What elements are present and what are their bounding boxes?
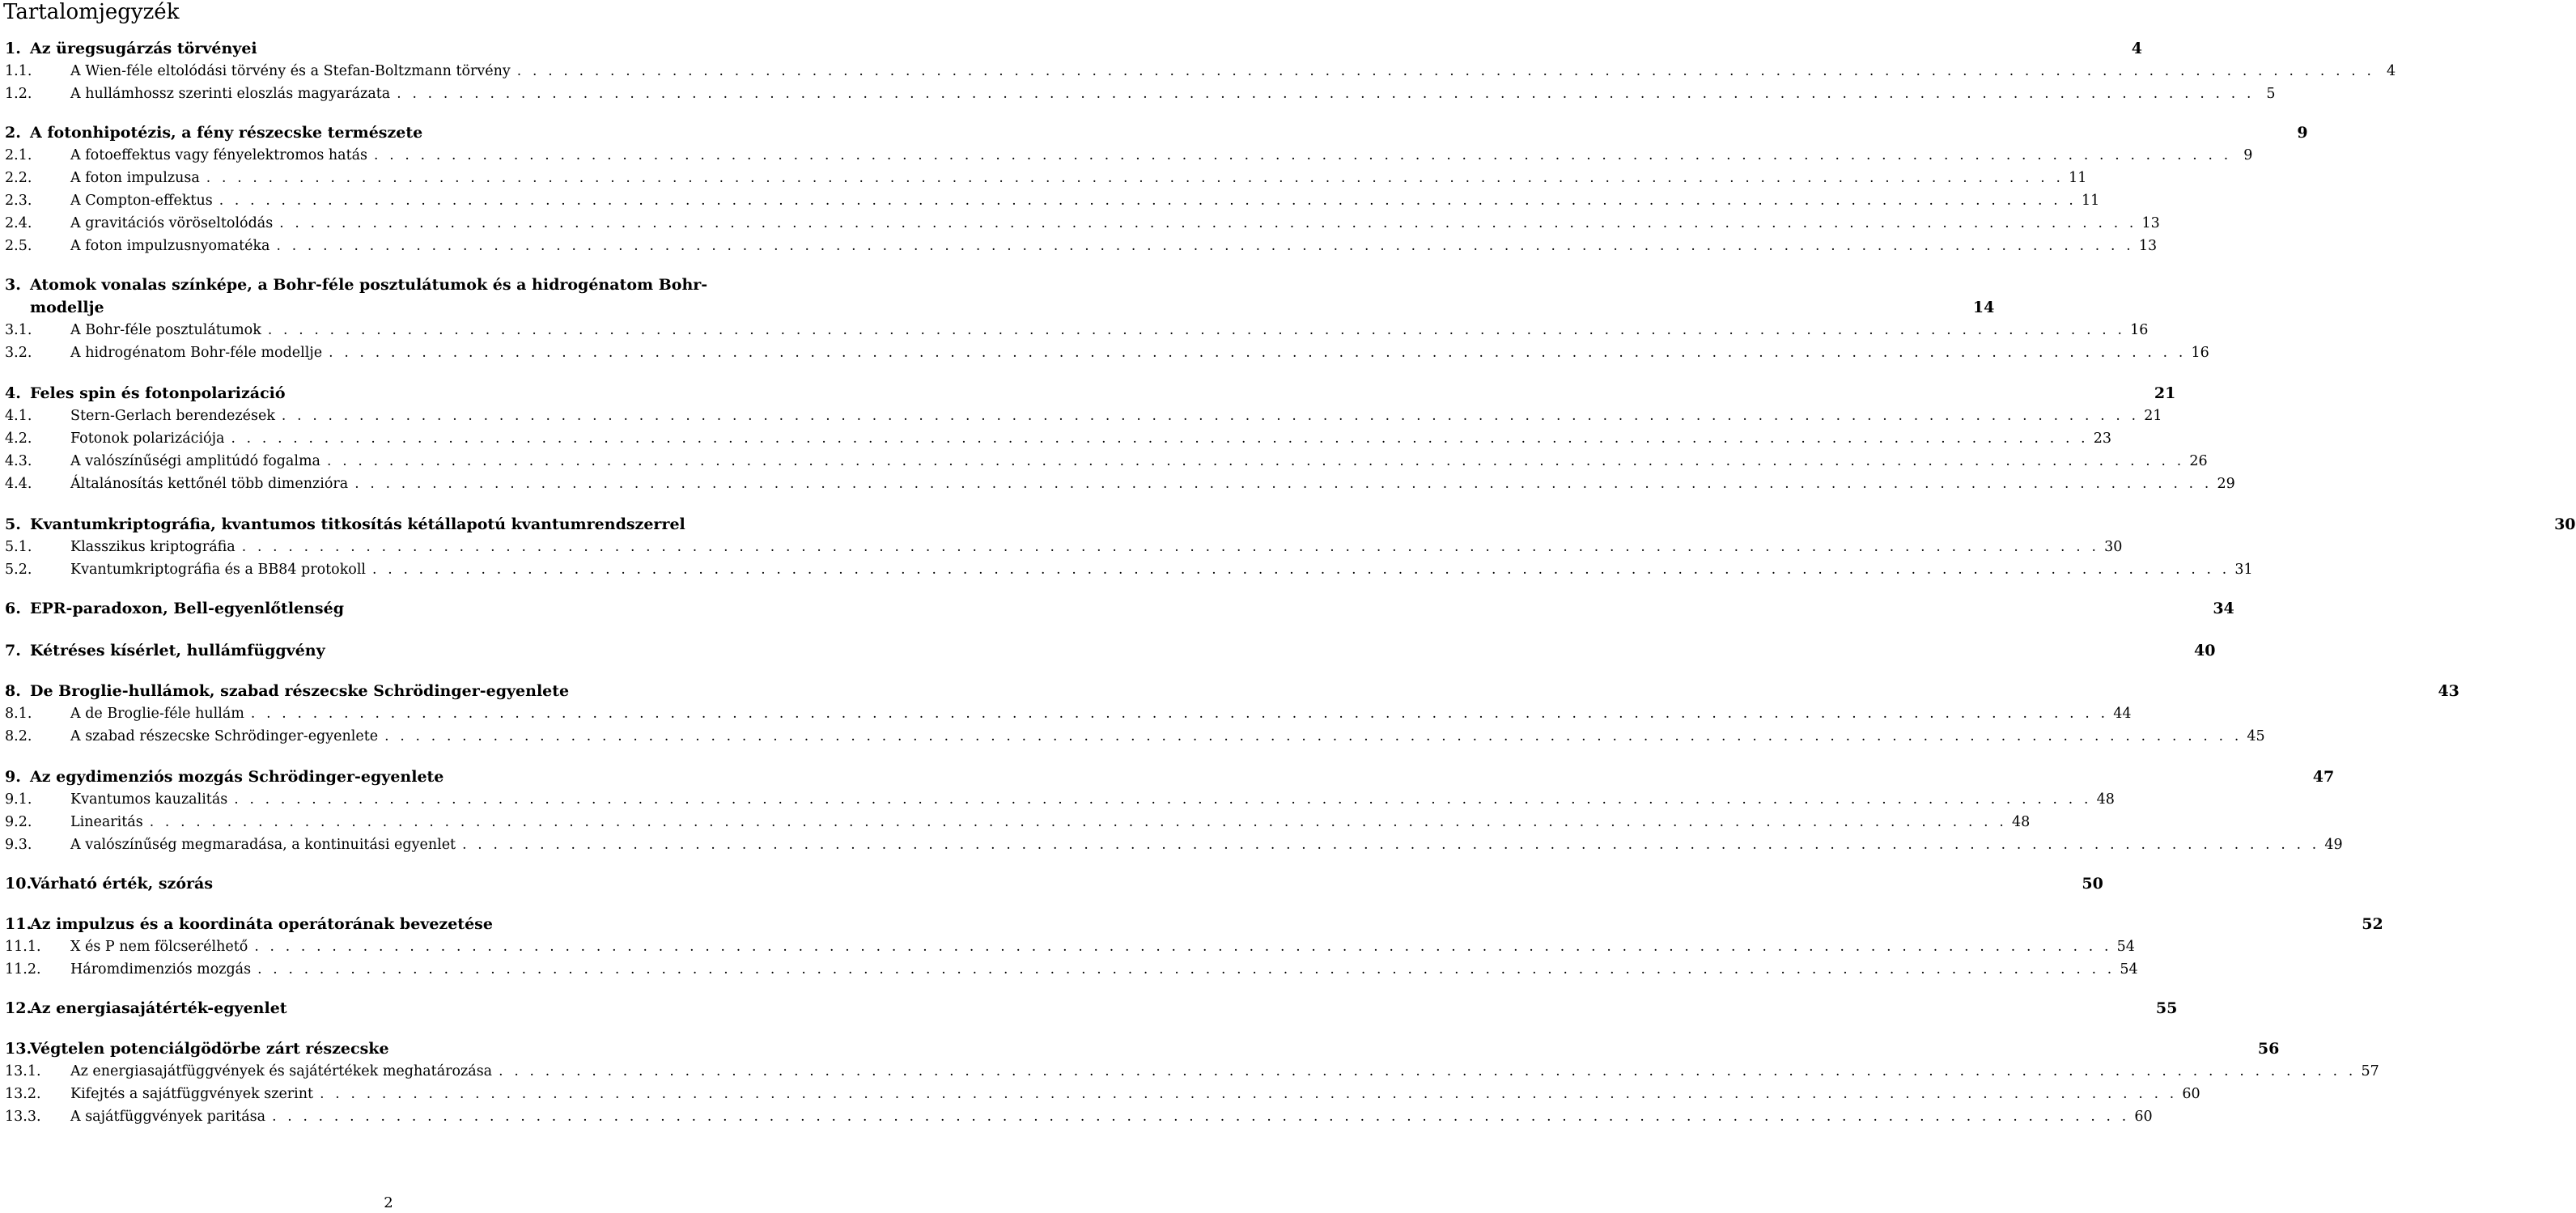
toc-entry-title: Kétréses kísérlet, hullámfüggvény — [30, 642, 325, 660]
toc-chapter-entry[interactable] — [5, 1039, 2280, 1059]
toc-section-entry[interactable] — [5, 429, 2112, 448]
toc-entry-title: A valószínűség megmaradása, a kontinuitási egyenlet — [70, 837, 456, 853]
toc-entry-title: Az üregsugárzás törvényei — [30, 40, 257, 57]
toc-entry-title: A valószínűségi amplitúdó fogalma — [70, 453, 320, 469]
toc-entry-title: Az impulzus és a koordináta operátorának bevezetése — [30, 915, 493, 933]
toc-entry-page: 44 — [2113, 706, 2132, 722]
toc-chapter-entry[interactable] — [5, 384, 2176, 404]
toc-leader-dots: . . . . . . . . . . . . . . . . . . . . . . . . . . . . . . . . . . . . . . . . . . . . . . . . . . . . . . . . . . . . . . . . . . . . . . . . . . . . . . . . . . . . . . . . . . . . . . . . . . . . . . . . . . . . . . . . . . . . . . . . — [241, 539, 2100, 555]
toc-section-entry[interactable] — [5, 61, 2396, 81]
toc-leader-dots: . . . . . . . . . . . . . . . . . . . . . . . . . . . . . . . . . . . . . . . . . . . . . . . . . . . . . . . . . . . . . . . . . . . . . . . . . . . . . . . . . . . . . . . . . . . . . . . . . . . . . . . . . . . . . . . . . . . . . . . . — [354, 476, 2213, 492]
toc-entry-title: Az energiasajátfüggvények és sajátértékek meghatározása — [70, 1063, 493, 1079]
toc-leader-dots: . . . . . . . . . . . . . . . . . . . . . . . . . . . . . . . . . . . . . . . . . . . . . . . . . . . . . . . . . . . . . . . . . . . . . . . . . . . . . . . . . . . . . . . . . . . . . . . . . . . . . . . . . . . . . . . . . . . . . . . . — [231, 430, 2089, 447]
toc-entry-number: 2.5. — [5, 238, 32, 254]
page-number: 2 — [384, 1194, 393, 1211]
toc-section-entry[interactable] — [5, 84, 2276, 104]
toc-section-entry[interactable] — [5, 1107, 2153, 1126]
toc-entry-number: 13.1. — [5, 1063, 41, 1079]
toc-entry-number: 11.1. — [5, 939, 41, 955]
toc-chapter-entry[interactable] — [5, 39, 2142, 59]
toc-leader-dots: . . . . . . . . . . . . . . . . . . . . . . . . . . . . . . . . . . . . . . . . . . . . . . . . . . . . . . . . . . . . . . . . . . . . . . . . . . . . . . . . . . . . . . . . . . . . . . . . . . . . . . . . . . . . . . . . . . . . . . . . — [234, 791, 2092, 808]
toc-entry-title: Stern-Gerlach berendezések — [70, 408, 275, 424]
toc-entry-title: A foton impulzusa — [70, 170, 200, 186]
toc-entry-page: 48 — [2096, 791, 2115, 808]
toc-entry-page: 13 — [2141, 215, 2160, 231]
toc-entry-title: Végtelen potenciálgödörbe zárt részecske — [30, 1040, 389, 1058]
toc-section-entry[interactable] — [5, 236, 2158, 256]
toc-entry-page: 30 — [2554, 515, 2576, 533]
toc-entry-number: 4.1. — [5, 408, 32, 424]
toc-entry-title: Fotonok polarizációja — [70, 430, 225, 447]
toc-chapter-entry-continuation[interactable] — [5, 298, 1995, 318]
toc-entry-page: 47 — [2312, 768, 2335, 786]
toc-entry-number: 2.4. — [5, 215, 32, 231]
toc-section-entry[interactable] — [5, 835, 2343, 855]
toc-entry-title: Atomok vonalas színképe, a Bohr-féle posztulátumok és a hidrogénatom Bohr- — [30, 276, 708, 294]
toc-entry-title: Klasszikus kriptográfia — [70, 539, 236, 555]
toc-entry-page: 31 — [2234, 562, 2253, 578]
toc-chapter-entry[interactable] — [5, 515, 2576, 535]
toc-entry-title: Várható érték, szórás — [30, 875, 214, 893]
toc-section-entry[interactable] — [5, 960, 2138, 979]
toc-entry-number: 1. — [5, 40, 21, 57]
toc-leader-dots: . . . . . . . . . . . . . . . . . . . . . . . . . . . . . . . . . . . . . . . . . . . . . . . . . . . . . . . . . . . . . . . . . . . . . . . . . . . . . . . . . . . . . . . . . . . . . . . . . . . . . . . . . . . . . . . . . . . . . . . . — [272, 1109, 2130, 1125]
toc-leader-dots: . . . . . . . . . . . . . . . . . . . . . . . . . . . . . . . . . . . . . . . . . . . . . . . . . . . . . . . . . . . . . . . . . . . . . . . . . . . . . . . . . . . . . . . . . . . . . . . . . . . . . . . . . . . . . . . . . . . . . . . . — [327, 453, 2185, 469]
toc-entry-number: 9.2. — [5, 814, 32, 830]
page-title: Tartalomjegyzék — [3, 0, 180, 24]
toc-leader-dots: . . . . . . . . . . . . . . . . . . . . . . . . . . . . . . . . . . . . . . . . . . . . . . . . . . . . . . . . . . . . . . . . . . . . . . . . . . . . . . . . . . . . . . . . . . . . . . . . . . . . . . . . . . . . . . . . . . . . . . . . — [149, 814, 2007, 830]
toc-entry-number: 5.2. — [5, 562, 32, 578]
toc-entry-page: 48 — [2012, 814, 2031, 830]
toc-entry-number: 13. — [5, 1040, 32, 1058]
toc-entry-page: 54 — [2116, 939, 2135, 955]
toc-entry-number: 12. — [5, 999, 32, 1017]
toc-entry-number: 9.1. — [5, 791, 32, 808]
toc-entry-page: 14 — [1972, 299, 1995, 316]
toc-chapter-entry[interactable] — [5, 914, 2383, 935]
toc-entry-number: 1.1. — [5, 63, 32, 79]
toc-entry-number: 13.3. — [5, 1109, 41, 1125]
toc-entry-title: Háromdimenziós mozgás — [70, 961, 252, 978]
toc-entry-page: 23 — [2093, 430, 2112, 447]
toc-entry-page: 26 — [2189, 453, 2208, 469]
toc-entry-page: 11 — [2082, 193, 2100, 209]
toc-entry-number: 8.2. — [5, 728, 32, 744]
toc-entry-title: EPR-paradoxon, Bell-egyenlőtlenség — [30, 600, 345, 617]
toc-section-entry[interactable] — [5, 406, 2162, 426]
toc-entry-title: A hidrogénatom Bohr-féle modellje — [70, 345, 323, 361]
toc-entry-number: 11. — [5, 915, 32, 933]
toc-entry-page: 9 — [2297, 124, 2308, 142]
toc-leader-dots: . . . . . . . . . . . . . . . . . . . . . . . . . . . . . . . . . . . . . . . . . . . . . . . . . . . . . . . . . . . . . . . . . . . . . . . . . . . . . . . . . . . . . . . . . . . . . . . . . . . . . . . . . . . . . . . . . . . . . . . . — [254, 939, 2112, 955]
toc-entry-title: De Broglie-hullámok, szabad részecske Schrödinger-egyenlete — [30, 682, 570, 700]
toc-entry-number: 9.3. — [5, 837, 32, 853]
toc-entry-title: Kifejtés a sajátfüggvények szerint — [70, 1086, 314, 1102]
toc-section-entry[interactable] — [5, 452, 2208, 471]
toc-leader-dots: . . . . . . . . . . . . . . . . . . . . . . . . . . . . . . . . . . . . . . . . . . . . . . . . . . . . . . . . . . . . . . . . . . . . . . . . . . . . . . . . . . . . . . . . . . . . . . . . . . . . . . . . . . . . . . . . . . . . . . . . — [279, 215, 2137, 231]
toc-entry-page: 40 — [2193, 642, 2216, 660]
toc-chapter-entry[interactable] — [5, 123, 2308, 143]
toc-section-entry[interactable] — [5, 474, 2235, 494]
toc-entry-page: 13 — [2138, 238, 2158, 254]
toc-entry-title: A Compton-effektus — [70, 193, 213, 209]
toc-section-entry[interactable] — [5, 537, 2123, 557]
toc-leader-dots: . . . . . . . . . . . . . . . . . . . . . . . . . . . . . . . . . . . . . . . . . . . . . . . . . . . . . . . . . . . . . . . . . . . . . . . . . . . . . . . . . . . . . . . . . . . . . . . . . . . . . . . . . . . . . . . . . . . . . . . . — [499, 1063, 2357, 1079]
toc-entry-title: A hullámhossz szerinti eloszlás magyarázata — [70, 86, 391, 102]
toc-entry-page: 21 — [2154, 384, 2176, 402]
toc-entry-page: 60 — [2134, 1109, 2153, 1125]
toc-section-entry[interactable] — [5, 320, 2149, 340]
toc-entry-number: 4.3. — [5, 453, 32, 469]
toc-entry-number: 13.2. — [5, 1086, 41, 1102]
toc-entry-number: 7. — [5, 642, 21, 660]
toc-entry-title: A Wien-féle eltolódási törvény és a Stefan-Boltzmann törvény — [70, 63, 511, 79]
toc-chapter-entry[interactable] — [5, 275, 777, 295]
toc-entry-page: 9 — [2243, 147, 2253, 163]
toc-entry-number: 2. — [5, 124, 21, 142]
toc-entry-page: 54 — [2120, 961, 2138, 978]
toc-entry-page: 43 — [2438, 682, 2459, 700]
toc-section-entry[interactable] — [5, 146, 2253, 165]
toc-entry-page: 57 — [2361, 1063, 2379, 1079]
toc-entry-title: Kvantumkriptográfia és a BB84 protokoll — [70, 562, 367, 578]
toc-entry-title: A foton impulzusnyomatéka — [70, 238, 270, 254]
toc-section-entry[interactable] — [5, 704, 2132, 723]
toc-leader-dots: . . . . . . . . . . . . . . . . . . . . . . . . . . . . . . . . . . . . . . . . . . . . . . . . . . . . . . . . . . . . . . . . . . . . . . . . . . . . . . . . . . . . . . . . . . . . . . . . . . . . . . . . . . . . . . . . . . . . . . . . — [516, 63, 2375, 79]
toc-section-entry[interactable] — [5, 214, 2160, 233]
toc-entry-number: 11.2. — [5, 961, 41, 978]
toc-entry-page: 30 — [2104, 539, 2123, 555]
toc-chapter-entry[interactable] — [5, 767, 2335, 787]
toc-section-entry[interactable] — [5, 790, 2115, 809]
toc-entry-page: 4 — [2131, 40, 2142, 57]
toc-entry-page: 11 — [2069, 170, 2087, 186]
toc-entry-page: 45 — [2247, 728, 2265, 744]
toc-chapter-entry[interactable] — [5, 874, 2103, 894]
toc-entry-title: Kvantumkriptográfia, kvantumos titkosítás kétállapotú kvantumrendszerrel — [30, 515, 685, 533]
toc-entry-page: 56 — [2257, 1040, 2280, 1058]
toc-leader-dots: . . . . . . . . . . . . . . . . . . . . . . . . . . . . . . . . . . . . . . . . . . . . . . . . . . . . . . . . . . . . . . . . . . . . . . . . . . . . . . . . . . . . . . . . . . . . . . . . . . . . . . . . . . . . . . . . . . . . . . . . — [219, 193, 2077, 209]
toc-entry-title: A gravitációs vöröseltolódás — [70, 215, 274, 231]
toc-section-entry[interactable] — [5, 1084, 2200, 1104]
toc-section-entry[interactable] — [5, 560, 2253, 579]
toc-chapter-entry[interactable] — [5, 599, 2234, 619]
toc-leader-dots: . . . . . . . . . . . . . . . . . . . . . . . . . . . . . . . . . . . . . . . . . . . . . . . . . . . . . . . . . . . . . . . . . . . . . . . . . . . . . . . . . . . . . . . . . . . . . . . . . . . . . . . . . . . . . . . . . . . . . . . . — [320, 1086, 2178, 1102]
toc-entry-title: A szabad részecske Schrödinger-egyenlete — [70, 728, 379, 744]
toc-entry-title: Általánosítás kettőnél több dimenzióra — [70, 476, 349, 492]
toc-chapter-entry[interactable] — [5, 641, 2216, 661]
toc-entry-number: 9. — [5, 768, 21, 786]
toc-entry-title: X és P nem fölcserélhető — [70, 939, 248, 955]
toc-entry-title: Kvantumos kauzalitás — [70, 791, 228, 808]
toc-entry-title: Az energiasajátérték-egyenlet — [30, 999, 287, 1017]
toc-entry-page: 50 — [2082, 875, 2103, 893]
toc-leader-dots: . . . . . . . . . . . . . . . . . . . . . . . . . . . . . . . . . . . . . . . . . . . . . . . . . . . . . . . . . . . . . . . . . . . . . . . . . . . . . . . . . . . . . . . . . . . . . . . . . . . . . . . . . . . . . . . . . . . . . . . . — [257, 961, 2116, 978]
toc-section-entry[interactable] — [5, 812, 2031, 832]
toc-entry-number: 1.2. — [5, 86, 32, 102]
toc-entry-page: 60 — [2182, 1086, 2200, 1102]
toc-section-entry[interactable] — [5, 168, 2087, 188]
toc-entry-number: 6. — [5, 600, 21, 617]
toc-entry-number: 5.1. — [5, 539, 32, 555]
toc-entry-title: A de Broglie-féle hullám — [70, 706, 244, 722]
toc-entry-number: 2.1. — [5, 147, 32, 163]
toc-entry-number: 2.3. — [5, 193, 32, 209]
toc-entry-number: 10. — [5, 875, 32, 893]
toc-entry-number: 3.2. — [5, 345, 32, 361]
toc-entry-page: 49 — [2324, 837, 2343, 853]
toc-entry-number: 2.2. — [5, 170, 32, 186]
toc-entry-number: 4. — [5, 384, 21, 402]
toc-leader-dots: . . . . . . . . . . . . . . . . . . . . . . . . . . . . . . . . . . . . . . . . . . . . . . . . . . . . . . . . . . . . . . . . . . . . . . . . . . . . . . . . . . . . . . . . . . . . . . . . . . . . . . . . . . . . . . . . . . . . . . . . — [281, 408, 2140, 424]
toc-leader-dots: . . . . . . . . . . . . . . . . . . . . . . . . . . . . . . . . . . . . . . . . . . . . . . . . . . . . . . . . . . . . . . . . . . . . . . . . . . . . . . . . . . . . . . . . . . . . . . . . . . . . . . . . . . . . . . . . . . . . . . . . — [329, 345, 2187, 361]
toc-entry-title: A sajátfüggvények paritása — [70, 1109, 266, 1125]
toc-entry-title: Linearitás — [70, 814, 143, 830]
toc-entry-number: 4.2. — [5, 430, 32, 447]
toc-entry-page: 4 — [2386, 63, 2396, 79]
toc-entry-title: A fotoeffektus vagy fényelektromos hatás — [70, 147, 368, 163]
toc-entry-page: 16 — [2191, 345, 2209, 361]
toc-entry-title: A Bohr-féle posztulátumok — [70, 322, 261, 338]
toc-entry-number: 8. — [5, 682, 21, 700]
toc-section-entry[interactable] — [5, 1062, 2379, 1081]
toc-chapter-entry[interactable] — [5, 999, 2178, 1019]
toc-leader-dots: . . . . . . . . . . . . . . . . . . . . . . . . . . . . . . . . . . . . . . . . . . . . . . . . . . . . . . . . . . . . . . . . . . . . . . . . . . . . . . . . . . . . . . . . . . . . . . . . . . . . . . . . . . . . . . . . . . . . . . . . — [372, 562, 2230, 578]
toc-entry-page: 29 — [2217, 476, 2235, 492]
toc-entry-number: 4.4. — [5, 476, 32, 492]
toc-entry-page: 21 — [2144, 408, 2162, 424]
toc-entry-number: 3.1. — [5, 322, 32, 338]
toc-entry-page: 16 — [2130, 322, 2149, 338]
toc-entry-number: 3. — [5, 276, 21, 294]
toc-section-entry[interactable] — [5, 343, 2209, 363]
toc-leader-dots: . . . . . . . . . . . . . . . . . . . . . . . . . . . . . . . . . . . . . . . . . . . . . . . . . . . . . . . . . . . . . . . . . . . . . . . . . . . . . . . . . . . . . . . . . . . . . . . . . . . . . . . . . . . . . . . . . . . . . . . . — [276, 238, 2134, 254]
toc-leader-dots: . . . . . . . . . . . . . . . . . . . . . . . . . . . . . . . . . . . . . . . . . . . . . . . . . . . . . . . . . . . . . . . . . . . . . . . . . . . . . . . . . . . . . . . . . . . . . . . . . . . . . . . . . . . . . . . . . . . . . . . . — [374, 147, 2232, 163]
toc-leader-dots: . . . . . . . . . . . . . . . . . . . . . . . . . . . . . . . . . . . . . . . . . . . . . . . . . . . . . . . . . . . . . . . . . . . . . . . . . . . . . . . . . . . . . . . . . . . . . . . . . . . . . . . . . . . . . . . . . . . . . . . . — [206, 170, 2065, 186]
toc-leader-dots: . . . . . . . . . . . . . . . . . . . . . . . . . . . . . . . . . . . . . . . . . . . . . . . . . . . . . . . . . . . . . . . . . . . . . . . . . . . . . . . . . . . . . . . . . . . . . . . . . . . . . . . . . . . . . . . . . . . . . . . . — [384, 728, 2243, 744]
toc-entry-title: Az egydimenziós mozgás Schrödinger-egyenlete — [30, 768, 444, 786]
toc-leader-dots: . . . . . . . . . . . . . . . . . . . . . . . . . . . . . . . . . . . . . . . . . . . . . . . . . . . . . . . . . . . . . . . . . . . . . . . . . . . . . . . . . . . . . . . . . . . . . . . . . . . . . . . . . . . . . . . . . . . . . . . . — [250, 706, 2109, 722]
toc-entry-page: 5 — [2266, 86, 2276, 102]
toc-entry-title-continuation: modellje — [30, 299, 104, 316]
toc-entry-title: Feles spin és fotonpolarizáció — [30, 384, 286, 402]
toc-entry-page: 55 — [2155, 999, 2178, 1017]
toc-entry-page: 34 — [2213, 600, 2234, 617]
toc-leader-dots: . . . . . . . . . . . . . . . . . . . . . . . . . . . . . . . . . . . . . . . . . . . . . . . . . . . . . . . . . . . . . . . . . . . . . . . . . . . . . . . . . . . . . . . . . . . . . . . . . . . . . . . . . . . . . . . . . . . . . . . . — [397, 86, 2255, 102]
toc-section-entry[interactable] — [5, 937, 2135, 956]
toc-section-entry[interactable] — [5, 191, 2100, 210]
toc-leader-dots: . . . . . . . . . . . . . . . . . . . . . . . . . . . . . . . . . . . . . . . . . . . . . . . . . . . . . . . . . . . . . . . . . . . . . . . . . . . . . . . . . . . . . . . . . . . . . . . . . . . . . . . . . . . . . . . . . . . . . . . . — [462, 837, 2320, 853]
toc-entry-number: 5. — [5, 515, 21, 533]
toc-chapter-entry[interactable] — [5, 681, 2459, 702]
toc-entry-page: 52 — [2362, 915, 2383, 933]
toc-section-entry[interactable] — [5, 727, 2265, 746]
toc-leader-dots: . . . . . . . . . . . . . . . . . . . . . . . . . . . . . . . . . . . . . . . . . . . . . . . . . . . . . . . . . . . . . . . . . . . . . . . . . . . . . . . . . . . . . . . . . . . . . . . . . . . . . . . . . . . . . . . . . . . . . . . . — [267, 322, 2126, 338]
toc-entry-number: 8.1. — [5, 706, 32, 722]
toc-entry-title: A fotonhipotézis, a fény részecske természete — [30, 124, 423, 142]
